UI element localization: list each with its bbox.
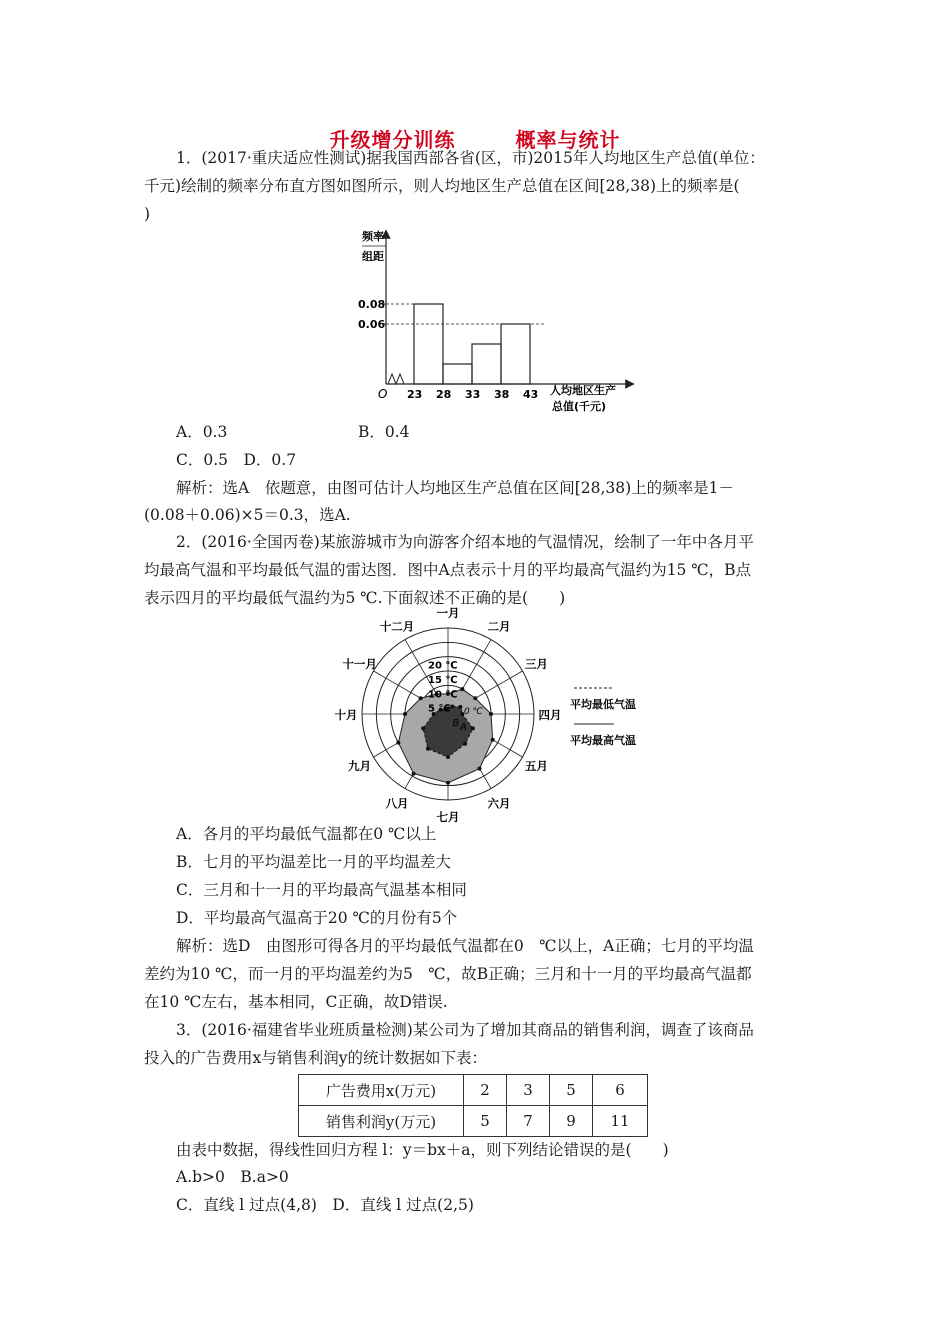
month-label: 五月 xyxy=(524,759,548,773)
center-label: 0 ℃ xyxy=(464,707,483,717)
month-label: 六月 xyxy=(487,796,511,811)
title-left: 升级增分训练 xyxy=(329,128,456,152)
x-tick-label: 43 xyxy=(523,388,539,401)
month-label: 二月 xyxy=(487,619,511,634)
point-label-b: B xyxy=(452,718,460,729)
q1-stem-2: 千元)绘制的频率分布直方图如图所示，则人均地区生产总值在区间[28,38)上的频率是( xyxy=(144,177,740,195)
q2-option-c: C．三月和十一月的平均最高气温基本相同 xyxy=(176,881,467,899)
q3-stem-2: 投入的广告费用x与销售利润y的统计数据如下表： xyxy=(144,1049,487,1067)
q2-stem-1: 2．(2016·全国丙卷)某旅游城市为向游客介绍本地的气温情况，绘制了一年中各月平 xyxy=(176,533,754,551)
ylabel-bottom: 组距 xyxy=(362,250,384,263)
month-label: 十月 xyxy=(334,708,358,722)
month-label: 十二月 xyxy=(379,619,415,634)
q2-stem-2: 均最高气温和平均最低气温的雷达图．图中A点表示十月的平均最高气温约为15 ℃，B点 xyxy=(144,561,752,579)
ring-label: 20 ℃ xyxy=(428,660,458,672)
radar-point xyxy=(419,696,423,700)
table-cell: 2 xyxy=(464,1075,507,1106)
ring-label: 10 ℃ xyxy=(428,689,458,701)
table-header-x: 广告费用x(万元) xyxy=(299,1075,464,1106)
radar-point xyxy=(460,687,464,691)
ring-label: 5 ℃ xyxy=(428,703,451,715)
radar-point xyxy=(491,738,495,742)
radar-chart xyxy=(330,606,660,824)
radar-point xyxy=(396,741,400,745)
radar-point xyxy=(446,781,450,785)
radar-point xyxy=(458,705,462,709)
month-label: 四月 xyxy=(538,708,562,722)
q2-option-d: D．平均最高气温高于20 ℃的月份有5个 xyxy=(176,909,458,927)
radar-point xyxy=(446,755,450,759)
q1-stem-1: 1．(2017·重庆适应性测试)据我国西部各省(区，市)2015年人均地区生产总值(单位： xyxy=(176,149,765,167)
data-table xyxy=(298,1074,648,1137)
ylabel-top: 频率 xyxy=(362,230,384,243)
table-row xyxy=(299,1075,648,1106)
q1-option-b: B．0.4 xyxy=(358,423,410,441)
q2-solution-3: 在10 ℃左右，基本相同，C正确，故D错误. xyxy=(144,993,448,1011)
x-tick-label: 28 xyxy=(436,388,452,401)
ring-label: 15 ℃ xyxy=(428,675,458,686)
q1-stem-3: ) xyxy=(144,205,151,223)
histogram-bar xyxy=(414,304,443,384)
q3-stem-1: 3．(2016·福建省毕业班质量检测)某公司为了增加其商品的销售利润，调查了该商品 xyxy=(176,1021,754,1039)
table-cell: 11 xyxy=(593,1106,648,1137)
radar-point xyxy=(473,696,477,700)
table-cell: 5 xyxy=(464,1106,507,1137)
radar-point xyxy=(426,747,430,751)
x-tick-label: 38 xyxy=(494,388,510,401)
origin-label: O xyxy=(378,387,388,401)
q1-option-cd: C．0.5 D．0.7 xyxy=(176,451,297,469)
radar-point xyxy=(421,726,425,730)
axis-break-icon xyxy=(388,374,404,384)
radar-point xyxy=(412,772,416,776)
month-label: 七月 xyxy=(436,810,460,824)
radar-point xyxy=(471,726,475,730)
x-tick-label: 23 xyxy=(407,388,423,401)
month-label: 一月 xyxy=(436,606,460,620)
table-row xyxy=(299,1106,648,1137)
x-tick-label: 33 xyxy=(465,388,481,401)
month-label: 九月 xyxy=(348,759,372,773)
q3-option-ab: A.b>0 B.a>0 xyxy=(176,1168,289,1186)
table-cell: 6 xyxy=(593,1075,648,1106)
q2-stem-3: 表示四月的平均最低气温约为5 ℃.下面叙述不正确的是( ) xyxy=(144,589,566,607)
histogram-bar xyxy=(501,324,530,384)
xlabel-line-1: 人均地区生产 xyxy=(550,384,616,397)
q3-option-cd: C．直线 l 过点(4,8) D．直线 l 过点(2,5) xyxy=(176,1196,474,1214)
radar-point xyxy=(478,767,482,771)
month-label: 十一月 xyxy=(342,657,377,671)
histogram-bar xyxy=(472,344,501,384)
q2-option-b: B．七月的平均温差比一月的平均温差大 xyxy=(176,853,451,871)
q1-solution-1: 解析：选A 依题意，由图可估计人均地区生产总值在区间[28,38)上的频率是1－ xyxy=(176,479,735,497)
table-cell: 7 xyxy=(507,1106,550,1137)
month-label: 八月 xyxy=(385,796,409,811)
radar-point xyxy=(450,705,454,709)
q1-option-a: A．0.3 xyxy=(176,423,228,441)
q2-option-a: A．各月的平均最低气温都在0 ℃以上 xyxy=(176,825,437,843)
y-tick-label: 0.06 xyxy=(358,318,386,331)
q1-solution-2: (0.08＋0.06)×5＝0.3，选A. xyxy=(144,506,351,524)
month-label: 三月 xyxy=(524,657,548,671)
radar-point xyxy=(463,742,467,746)
xlabel-line-2: 总值(千元) xyxy=(552,400,607,413)
q2-solution-1: 解析：选D 由图形可得各月的平均最低气温都在0 ℃以上，A正确；七月的平均温 xyxy=(176,937,754,955)
table-header-y: 销售利润y(万元) xyxy=(299,1106,464,1137)
q2-solution-2: 差约为10 ℃，而一月的平均温差约为5 ℃，故B正确；三月和十一月的平均最高气温都 xyxy=(144,965,752,983)
table-cell: 9 xyxy=(550,1106,593,1137)
radar-point xyxy=(489,712,493,716)
title-right: 概率与统计 xyxy=(515,128,621,152)
legend-low-label: 平均最低气温 xyxy=(570,698,636,711)
legend-high-label: 平均最高气温 xyxy=(570,734,636,747)
table-cell: 3 xyxy=(507,1075,550,1106)
q3-after-table: 由表中数据，得线性回归方程 l：y＝bx＋a，则下列结论错误的是( ) xyxy=(176,1141,669,1159)
histogram-chart xyxy=(340,226,650,418)
point-label-a: A xyxy=(460,722,467,733)
histogram-bar xyxy=(443,364,472,384)
table-cell: 5 xyxy=(550,1075,593,1106)
y-tick-label: 0.08 xyxy=(358,298,386,311)
radar-point xyxy=(403,712,407,716)
